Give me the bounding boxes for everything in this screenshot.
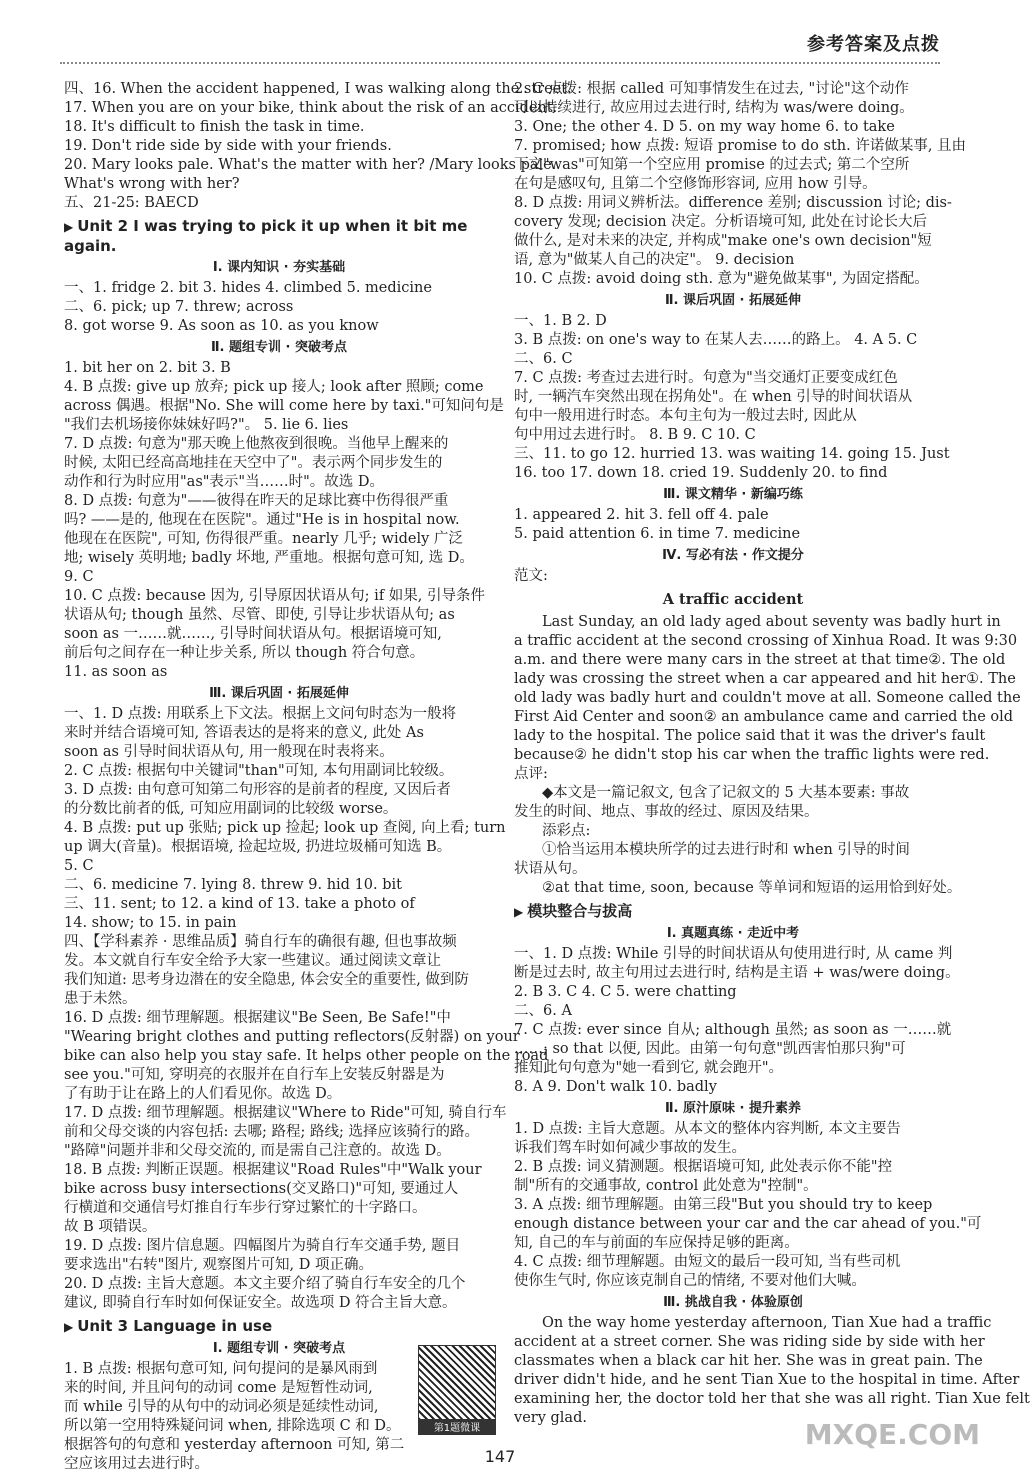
answer-line: 下文"was"可知第一个空应用 promise 的过去式; 第二个空所 (514, 157, 910, 173)
answer-line: 7. D 点拨: 句意为"那天晚上他熬夜到很晚。当他早上醒来的 (64, 436, 449, 452)
subsection-heading: Ⅱ. 原汁原味 · 提升素养 (664, 1101, 802, 1116)
answer-line: "我们去机场接你妹妹好吗?"。 5. lie 6. lies (64, 417, 349, 433)
answer-line: old lady was badly hurt and couldn't move at all. Someone called the (514, 690, 1021, 706)
answer-line: 一、1. fridge 2. bit 3. hides 4. climbed 5. medicine (64, 280, 432, 296)
answer-line: enough distance between your car and the car ahead of you."可 (514, 1216, 982, 1232)
answer-line: 9. C (64, 569, 94, 585)
answer-line: 5. C (64, 858, 94, 874)
answer-line: 而 while 引导的从句中的动词必须是延续性动词, (64, 1399, 379, 1415)
section-heading: ▶ 模块整合与拔高 (514, 902, 633, 920)
answer-line: lady to the hospital. The police said that it was the driver's fault (514, 728, 986, 744)
paragraph-start: Last Sunday, an old lady aged about seventy was badly hurt in (542, 614, 1001, 630)
header-title: 参考答案及点拨 (807, 34, 940, 55)
section-heading: ▶ Unit 3 Language in use (64, 1317, 273, 1335)
answer-line: up 调大(音量)。根据语境, 捡起垃圾, 扔进垃圾桶可知选 B。 (64, 839, 452, 855)
subsection-heading: Ⅲ. 课后巩固 · 拓展延伸 (209, 686, 349, 701)
answer-line: 4. C 点拨: 细节理解题。由短文的最后一段可知, 当有些司机 (514, 1254, 901, 1270)
answer-line: 19. D 点拨: 图片信息题。四幅图片为骑自行车交通手势, 题目 (64, 1238, 461, 1254)
answer-line: 一、1. B 2. D (514, 313, 607, 329)
answer-line: 16. D 点拨: 细节理解题。根据建议"Be Seen, Be Safe!"中 (64, 1010, 451, 1026)
answer-line: 3. A 点拨: 细节理解题。由第三段"But you should try to keep (514, 1197, 933, 1213)
answer-line: 断是过去时, 故主句用过去进行时, 结构是主语 + was/were doing。 (514, 965, 960, 981)
answer-line: 8. D 点拨: 句意为"——彼得在昨天的足球比赛中伤得很严重 (64, 493, 449, 509)
answer-line: 我们知道: 思考身边潜在的安全隐患, 体会安全的重要性, 做到防 (64, 972, 469, 988)
answer-line: across 偶遇。根据"No. She will come here by taxi."可知问句是 (64, 398, 504, 414)
answer-line: 4. B 点拨: give up 放弃; pick up 接人; look after 照顾; come (64, 379, 484, 395)
answer-line: 句中用过去进行时。 8. B 9. C 10. C (514, 427, 756, 443)
answer-line: 发生的时间、地点、事故的经过、原因及结果。 (514, 804, 819, 820)
answer-line: First Aid Center and soon② an ambulance came and carried the old (514, 709, 1014, 725)
answer-line: 来的时间, 并且问句的动词 come 是短暂性动词, (64, 1380, 373, 1396)
answer-line: 19. Don't ride side by side with your friends. (64, 138, 392, 154)
answer-line: 时, 一辆汽车突然出现在拐角处"。在 when 引导的时间状语从 (514, 389, 913, 405)
answer-line: covery 发现; decision 决定。分析语境可知, 此处在讨论长大后 (514, 214, 927, 230)
answer-line: 吗? ——是的, 他现在在医院"。通过"He is in hospital now. (64, 512, 460, 528)
qr-label: 第1题微课 (419, 1419, 495, 1434)
qr-code-image[interactable] (418, 1345, 496, 1435)
answer-line: 二、6. pick; up 7. threw; across (64, 299, 294, 315)
answer-line: lady was crossing the street when a car appeared and hit her①. The (514, 671, 1016, 687)
answer-line: 前后句之间存在一种让步关系, 所以 though 符合句意。 (64, 645, 425, 661)
answer-line: 3. B 点拨: on one's way to 在某人去……的路上。 4. A 5. C (514, 332, 918, 348)
answer-line: 患于未然。 (64, 991, 137, 1007)
answer-line: 状语从句。 (514, 861, 587, 877)
subsection-heading: Ⅱ. 题组专训 · 突破考点 (210, 340, 348, 355)
answer-line: "路障"问题并非和父母交流的, 而是需自己注意的。故选 D。 (64, 1143, 451, 1159)
answer-line: 二、6. A (514, 1003, 572, 1019)
answer-line: 17. D 点拨: 细节理解题。根据建议"Where to Ride"可知, 骑自行车 (64, 1105, 507, 1121)
answer-line: 句中一般用进行时态。本句主句为一般过去时, 因此从 (514, 408, 857, 424)
subsection-heading: Ⅳ. 写必有法 · 作文提分 (662, 548, 804, 563)
answer-line: 他现在在医院", 可知, 伤得很严重。nearly 几乎; widely 广泛 (64, 531, 463, 547)
subsection-heading: Ⅲ. 课文精华 · 新编巧练 (663, 487, 803, 502)
answer-line: 1. D 点拨: 主旨大意题。从本文的整体内容判断, 本文主要告 (514, 1121, 901, 1137)
answer-line: 发。本文就自行车安全给予大家一些建议。通过阅读文章让 (64, 953, 441, 969)
paragraph-start: ◆本文是一篇记叙文, 包含了记叙文的 5 大基本要素: 事故 (542, 785, 910, 801)
answer-line: 推知此句句意为"她一看到它, 就会跑开"。 (514, 1060, 784, 1076)
answer-line: 7. C 点拨: ever since 自从; although 虽然; as soon as 一……就 (514, 1022, 952, 1038)
answer-line: 四、16. When the accident happened, I was walking along the street. (64, 81, 572, 97)
answer-line: examining her, the doctor told her that she was all right. Tian Xue felt (514, 1391, 1030, 1407)
essay-title: A traffic accident (662, 591, 804, 608)
answer-line: 11. as soon as (64, 664, 168, 680)
answer-line: see you."可知, 穿明亮的衣服并在自行车上安装反射器是为 (64, 1067, 445, 1083)
answer-line: 20. Mary looks pale. What's the matter with her? /Mary looks pale. (64, 157, 557, 173)
answer-line: 一、1. D 点拨: 用联系上下文法。根据上文问句时态为一般将 (64, 706, 457, 722)
answer-line: because② he didn't stop his car when the traffic lights were red. (514, 747, 990, 763)
answer-line: 二、6. medicine 7. lying 8. threw 9. hid 10. bit (64, 877, 402, 893)
answer-line: 3. One; the other 4. D 5. on my way home 6. to take (514, 119, 895, 135)
subsection-heading: Ⅲ. 挑战自我 · 体验原创 (663, 1295, 803, 1310)
answer-line: 可以持续进行, 故应用过去进行时, 结构为 was/were doing。 (514, 100, 914, 116)
answer-line: 地; wisely 英明地; badly 坏地, 严重地。根据句意可知, 选 D。 (64, 550, 474, 566)
answer-line: 行横道和交通信号灯推自行车步行穿过繁忙的十字路口。 (64, 1200, 427, 1216)
answer-line: 3. D 点拨: 由句意可知第二句形容的是前者的程度, 又因后者 (64, 782, 451, 798)
answer-line: bike across busy intersections(交叉路口)"可知, 要通过人 (64, 1181, 459, 1197)
section-arrow-icon: ▶ (514, 905, 524, 919)
answer-line: 2. B 点拨: 词义猜测题。根据语境可知, 此处表示你不能"控 (514, 1159, 893, 1175)
answer-line: very glad. (514, 1410, 587, 1426)
paragraph-start: 添彩点: (542, 823, 591, 839)
answer-line: a traffic accident at the second crossing of Xinhua Road. It was 9:30 (514, 633, 1018, 649)
answer-line: soon as 一……就……, 引导时间状语从句。根据语境可知, (64, 626, 442, 642)
watermark-logo: MXQE.COM (804, 1418, 980, 1451)
answer-line: 二、6. C (514, 351, 573, 367)
section-arrow-icon: ▶ (64, 1320, 74, 1334)
answer-line: ……; so that 以便, 因此。由第一句句意"凯西害怕那只狗"可 (514, 1041, 906, 1057)
answer-line: 语, 意为"做某人自己的决定"。 9. decision (514, 252, 795, 268)
answer-line: soon as 引导时间状语从句, 用一般现在时表将来。 (64, 744, 394, 760)
answer-line: 8. got worse 9. As soon as 10. as you know (64, 318, 379, 334)
answer-line: classmates when a black car hit her. She was in great pain. The (514, 1353, 983, 1369)
subsection-heading: Ⅰ. 题组专训 · 突破考点 (212, 1341, 346, 1356)
answer-line: 诉我们驾车时如何减少事故的发生。 (514, 1140, 746, 1156)
answer-line: 五、21-25: BAECD (64, 195, 199, 211)
answer-line: 7. promised; how 点拨: 短语 promise to do sth. 许诺做某事, 且由 (514, 138, 967, 154)
answer-line: a.m. and there were many cars in the street at that time②. The old (514, 652, 1006, 668)
answer-line: 空应该用过去进行时。 (64, 1456, 209, 1472)
answer-line: 16. too 17. down 18. cried 19. Suddenly 20. to find (514, 465, 888, 481)
answer-line: 范文: (514, 568, 548, 584)
answer-line: 8. D 点拨: 用词义辨析法。difference 差别; discussion 讨论; dis- (514, 195, 952, 211)
paragraph-start: ①恰当运用本模块所学的过去进行时和 when 引导的时间 (542, 842, 910, 858)
answer-line: 17. When you are on your bike, think about the risk of an accident. (64, 100, 558, 116)
answer-line: 10. C 点拨: because 因为, 引导原因状语从句; if 如果, 引导条件 (64, 588, 486, 604)
answer-line: 2. C 点拨: 根据句中关键词"than"可知, 本句用副词比较级。 (64, 763, 454, 779)
answer-line: 建议, 即骑自行车时如何保证安全。故选项 D 符合主旨大意。 (64, 1295, 457, 1311)
header-divider (60, 62, 940, 68)
answer-line: 状语从句; though 虽然、尽管、即使, 引导让步状语从句; as (64, 607, 455, 623)
answer-line: driver didn't hide, and he sent Tian Xue to the hospital in time. After (514, 1372, 1020, 1388)
answer-line: 1. appeared 2. hit 3. fell off 4. pale (514, 507, 769, 523)
answer-line: accident at a street corner. She was riding side by side with her (514, 1334, 985, 1350)
answer-line: 在句是感叹句, 且第二个空修饰形容词, 应用 how 引导。 (514, 176, 877, 192)
answer-line: 1. B 点拨: 根据句意可知, 问句提问的是暴风雨到 (64, 1361, 378, 1377)
answer-line: 三、11. sent; to 12. a kind of 13. take a photo of (64, 896, 415, 912)
answer-line: 5. paid attention 6. in time 7. medicine (514, 526, 801, 542)
answer-line: 根据答句的句意和 yesterday afternoon 可知, 第二 (64, 1437, 405, 1453)
answer-line: 14. show; to 15. in pain (64, 915, 237, 931)
answer-line: 前和父母交谈的内容包括: 去哪; 路程; 路线; 选择应该骑行的路。 (64, 1124, 479, 1140)
answer-line: "Wearing bright clothes and putting reflectors(反射器) on your (64, 1029, 520, 1045)
answer-line: 1. bit her on 2. bit 3. B (64, 360, 231, 376)
subsection-heading: Ⅱ. 课后巩固 · 拓展延伸 (664, 293, 802, 308)
answer-line: 10. C 点拨: avoid doing sth. 意为"避免做某事", 为固定搭配。 (514, 271, 929, 287)
answer-line: 四、【学科素养 · 思维品质】骑自行车的确很有趣, 但也事故频 (64, 934, 457, 950)
answer-line: 2. C 点拨: 根据 called 可知事情发生在过去, "讨论"这个动作 (514, 81, 909, 97)
answer-line: 知, 自己的车与前面的车应保持足够的距离。 (514, 1235, 799, 1251)
answer-line: What's wrong with her? (64, 176, 240, 192)
page-header (60, 30, 940, 64)
subsection-heading: Ⅰ. 真题真练 · 走近中考 (666, 926, 800, 941)
page-number: 147 (484, 1447, 516, 1466)
section-heading: ▶ Unit 2 I was trying to pick it up when it bit me again. (64, 217, 468, 255)
answer-line: bike can also help you stay safe. It helps other people on the road (64, 1048, 549, 1064)
answer-line: 所以第一空用特殊疑问词 when, 排除选项 C 和 D。 (64, 1418, 401, 1434)
answer-line: 8. A 9. Don't walk 10. badly (514, 1079, 717, 1095)
answer-line: 20. D 点拨: 主旨大意题。本文主要介绍了骑自行车安全的几个 (64, 1276, 466, 1292)
answer-line: 动作和行为时应用"as"表示"当……时"。故选 D。 (64, 474, 384, 490)
answer-line: 18. B 点拨: 判断正误题。根据建议"Road Rules"中"Walk your (64, 1162, 482, 1178)
answer-line: 来时并结合语境可知, 答语表达的是将来的意义, 此处 As (64, 725, 424, 741)
right-column (514, 80, 1030, 1428)
answer-line: 18. It's difficult to finish the task in time. (64, 119, 365, 135)
paragraph-start: ②at that time, soon, because 等单词和短语的运用恰到好处。 (542, 880, 962, 896)
paragraph-start: On the way home yesterday afternoon, Tian Xue had a traffic (542, 1315, 992, 1331)
answer-line: 点评: (514, 766, 548, 782)
subsection-heading: Ⅰ. 课内知识 · 夯实基础 (212, 260, 346, 275)
answer-line: 做什么, 是对未来的决定, 并构成"make one's own decision"短 (514, 233, 932, 249)
answer-line: 的分数比前者的低, 可知应用副词的比较级 worse。 (64, 801, 398, 817)
answer-line: 了有助于让在路上的人们看见你。故选 D。 (64, 1086, 342, 1102)
answer-line: 7. C 点拨: 考查过去进行时。句意为"当交通灯正要变成红色 (514, 370, 898, 386)
answer-line: 时候, 太阳已经高高地挂在天空中了"。表示两个同步发生的 (64, 455, 443, 471)
answer-line: 2. B 3. C 4. C 5. were chatting (514, 984, 737, 1000)
answer-line: 使你生气时, 你应该克制自己的情绪, 不要对他们大喊。 (514, 1273, 866, 1289)
answer-line: 故 B 项错误。 (64, 1219, 157, 1235)
answer-line: 4. B 点拨: put up 张贴; pick up 捡起; look up 查阅, 向上看; turn (64, 820, 506, 836)
answer-line: 制"所有的交通事故, control 此处意为"控制"。 (514, 1178, 818, 1194)
section-arrow-icon: ▶ (64, 220, 74, 234)
answer-line: 要求选出"右转"图片, 观察图片可知, D 项正确。 (64, 1257, 374, 1273)
answer-line: 一、1. D 点拨: While 引导的时间状语从句使用进行时, 从 came 判 (514, 946, 953, 962)
answer-line: 三、11. to go 12. hurried 13. was waiting 14. going 15. Just (514, 446, 950, 462)
